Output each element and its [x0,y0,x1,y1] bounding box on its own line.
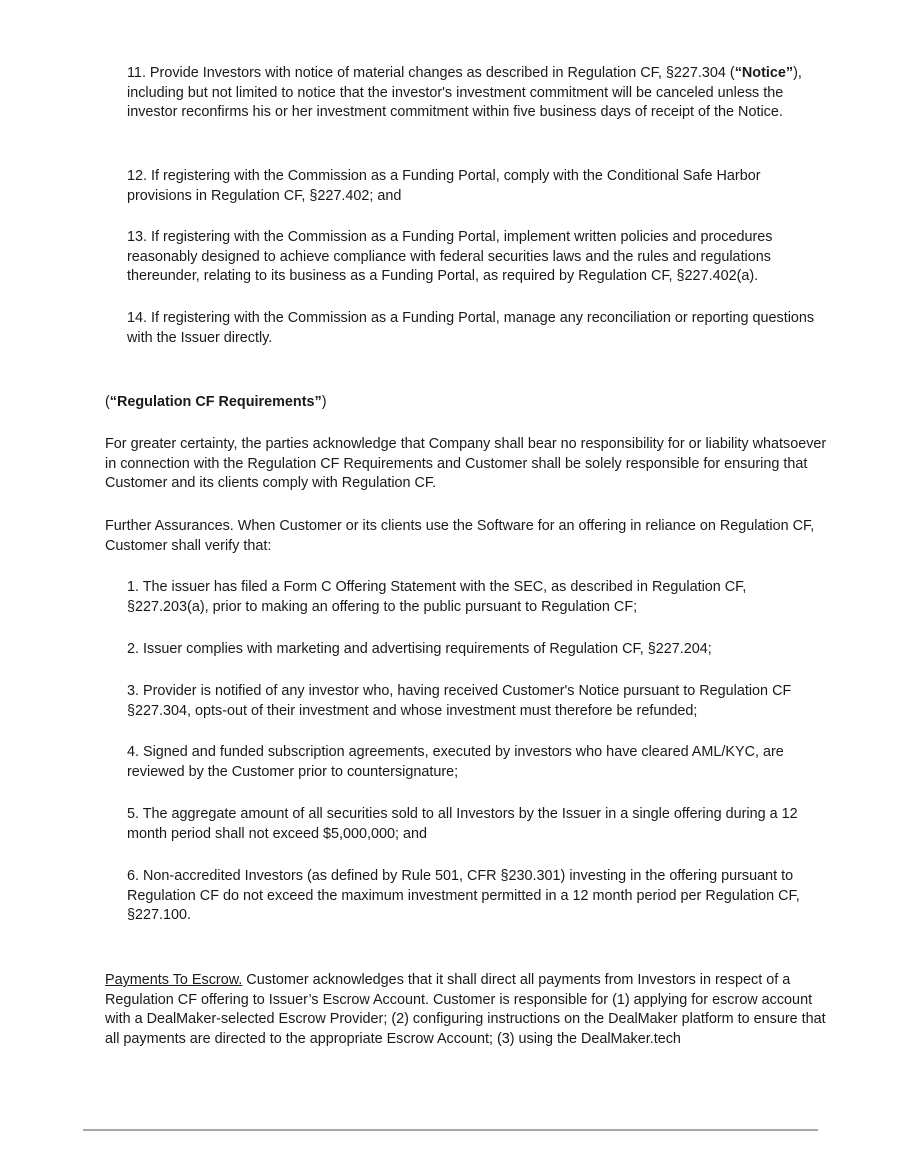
assurance-item-5: 5. The aggregate amount of all securities sold to all Investors by the Issuer in a single offering during a 12 month period shall not exceed $5,000,000; and [127,806,798,842]
item-11-suffix: ), including but not limited to notice that the investor's investment commitment will be canceled unless the investor reconfirms his or her investment commitment within five business days of receipt of the Notice. [127,65,802,120]
assurance-item-4: 4. Signed and funded subscription agreements, executed by investors who have cleared AML/KYC, are reviewed by the Customer prior to countersignature; [127,744,784,780]
regulation-cf-requirements-term: “Regulation CF Requirements” [109,394,322,410]
list-item-13: 13. If registering with the Commission as a Funding Portal, implement written policies and procedures reasonably designed to achieve compliance with federal securities laws and the rules and regulations thereunder, relating to its business as a Funding Portal, as required by Regulation CF, §227.402(a). [127,229,773,284]
certainty-paragraph: For greater certainty, the parties acknowledge that Company shall bear no responsibility for or liability whatsoever in connection with the Regulation CF Requirements and Customer shall be solely responsible for ensuring that Customer and its clients comply with Regulation CF. [105,436,827,491]
payments-to-escrow-heading: Payments To Escrow. [105,972,243,988]
assurance-item-3: 3. Provider is notified of any investor who, having received Customer's Notice pursuant to Regulation CF §227.304, opts-out of their investment and whose investment must therefore be refunded; [127,683,792,719]
list-item-12: 12. If registering with the Commission as a Funding Portal, comply with the Conditional Safe Harbor provisions in Regulation CF, §227.402; and [127,168,761,204]
notice-term: “Notice” [734,65,794,81]
payments-to-escrow-body: Customer acknowledges that it shall direct all payments from Investors in respect of a Regulation CF offering to Issuer’s Escrow Account. Customer is responsible for (1) applying for escrow account with a DealMaker-selected Escrow Provider; (2) configuring instructions on the DealMaker platform to ensure that all payments are directed to the appropriate Escrow Account; (3) using the DealMaker.tech [105,972,826,1047]
assurance-item-1: 1. The issuer has filed a Form C Offering Statement with the SEC, as described in Regulation CF, §227.203(a), prior to making an offering to the public pursuant to Regulation CF; [127,579,747,615]
assurance-item-6: 6. Non-accredited Investors (as defined by Rule 501, CFR §230.301) investing in the offering pursuant to Regulation CF do not exceed the maximum investment permitted in a 12 month period per Regulation CF, §227.100. [127,868,800,923]
payments-to-escrow-paragraph [105,971,827,1049]
footer-divider [83,1129,818,1131]
assurance-item-2: 2. Issuer complies with marketing and advertising requirements of Regulation CF, §227.204; [127,641,712,657]
further-assurances-paragraph: Further Assurances. When Customer or its clients use the Software for an offering in reliance on Regulation CF, Customer shall verify that: [105,518,815,554]
item-11-prefix: 11. Provide Investors with notice of material changes as described in Regulation CF, §227.304 ( [127,65,735,81]
definition-label: (“Regulation CF Requirements”) [105,394,327,410]
list-item-14: 14. If registering with the Commission as a Funding Portal, manage any reconciliation or reporting questions with the Issuer directly. [127,310,815,346]
list-item-11 [127,64,827,123]
